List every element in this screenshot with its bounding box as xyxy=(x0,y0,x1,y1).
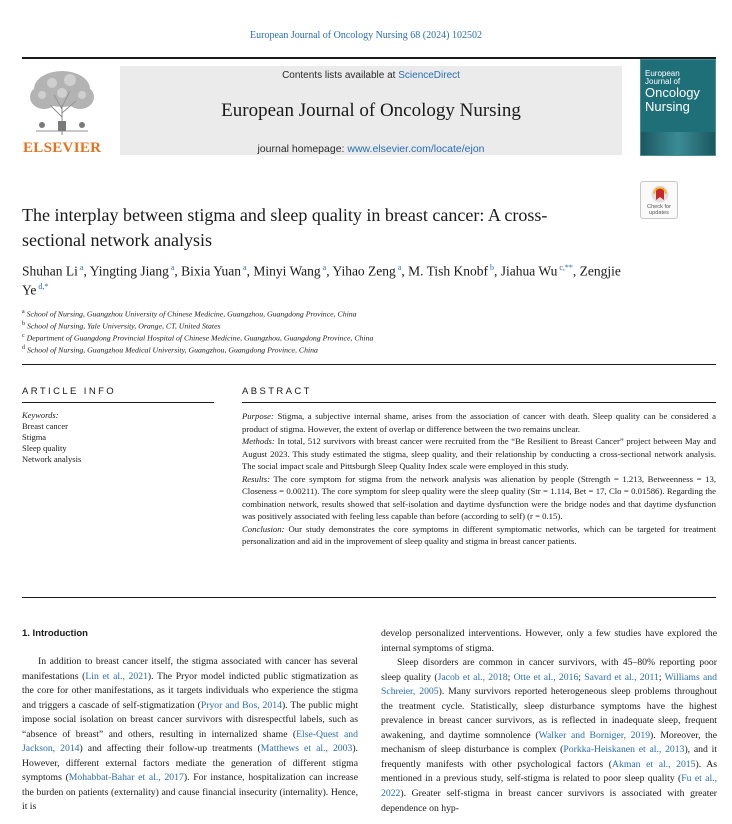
body-text: ). However, different external factors mediate the generation of different stigma symptoms ( xyxy=(22,743,358,784)
abstract-purpose xyxy=(242,410,716,435)
keywords-block xyxy=(22,410,212,465)
author-affiliation-mark[interactable]: a xyxy=(241,263,247,272)
sciencedirect-link[interactable]: ScienceDirect xyxy=(398,70,460,81)
citation-link[interactable]: Else-Quest and Jackson, 2014 xyxy=(22,728,358,755)
body-text: ) and affecting their follow-up treatments ( xyxy=(79,743,261,755)
conclusion-text: Our study demonstrates the core symptoms in different symptomatic networks, which can be targeted for treatment personalization and aid in the improvement of sleep quality and stigma in breast cancer patients. xyxy=(242,523,716,547)
author-separator: , xyxy=(494,263,501,279)
author-name[interactable]: Yingting Jiang xyxy=(89,263,169,279)
introduction-heading: 1. Introduction xyxy=(22,628,88,639)
body-text: In addition to breast cancer itself, the stigma associated with cancer has several manifestations ( xyxy=(22,656,358,682)
keyword-item: Network analysis xyxy=(22,454,82,465)
citation-link[interactable]: Lin et al., 2021 xyxy=(85,670,148,682)
body-text: ; xyxy=(507,671,514,683)
author-separator: , xyxy=(246,263,254,279)
citation-link[interactable]: Matthews et al., 2003 xyxy=(260,743,353,755)
body-text: ). Greater self-stigma in breast cancer survivors is associated with greater dependence on hyp- xyxy=(381,788,717,814)
body-text: ). The public might impose social isolation on breast cancer survivors with disrespectful labels, such as “absence of breast” and others, resulting in internalized shame ( xyxy=(22,699,359,740)
author-affiliation-mark[interactable]: b xyxy=(488,263,495,272)
check-updates-line-1: Check for xyxy=(647,204,671,210)
author-name[interactable]: Zengjie Ye xyxy=(22,263,621,298)
keyword-list xyxy=(22,421,212,465)
author-name[interactable]: Minyi Wang xyxy=(253,263,321,279)
keyword-item: Sleep quality xyxy=(22,443,67,454)
introduction-left-column xyxy=(22,655,358,815)
affiliation-list xyxy=(22,308,622,357)
author-separator: , xyxy=(326,263,333,279)
author-name[interactable]: Jiahua Wu xyxy=(500,263,558,279)
results-text: The core symptom for stigma from the network analysis was alienation by people (Strength = 1.213, Betweenness = 13, Closeness = 0.00211). The core symptom for sleep quality were the sleep quality (Str = 1.114, Bet = 17, Clo = 0.01586). Regarding the combination network, results showed that self-isolation and daytime dysfunction were the bridge nodes and that daytime dysfunction was positively associated with feeling less capable than before (according to self) (r = 0.15). xyxy=(242,473,716,522)
divider-abstract xyxy=(242,402,716,403)
journal-title: European Journal of Oncology Nursing xyxy=(221,100,521,121)
author-separator: , xyxy=(401,263,409,279)
author-affiliation-mark[interactable]: c,** xyxy=(557,263,573,272)
affiliation-mark: d xyxy=(22,345,25,352)
abstract-results xyxy=(242,473,716,523)
affiliation-item xyxy=(22,308,622,320)
contents-line xyxy=(120,70,622,81)
author-affiliation-mark[interactable]: a xyxy=(168,263,175,272)
affiliation-text: School of Nursing, Guangzhou Medical University, Guangzhou, Guangdong Province, China xyxy=(25,345,318,355)
body-text: ). The Pryor model indicted public stigmatization as the core for other manifestations, as it targets individuals who experience the stigma and triggers a cascade of self-stigmatization ( xyxy=(22,670,358,711)
body-text: ). As mentioned in a previous study, self-stigma is related to poor sleep quality ( xyxy=(381,758,717,785)
divider-bottom xyxy=(22,597,716,598)
keyword-item: Breast cancer xyxy=(22,421,69,432)
purpose-text: Stigma, a subjective internal shame, arises from the association of cancer with death. Sleep quality can be considered a product of stigma. However, the extent of overlap or difference between the two remains unclear. xyxy=(242,411,716,434)
body-text: ), and it frequently manifests with other psychological factors ( xyxy=(381,744,717,770)
methods-text: In total, 512 survivors with breast cancer were recruited from the “Be Resilient to Breast Cancer” project between May and August 2023. This study estimated the stigma, sleep quality, and their relationship by conducting a cross-sectional network analysis. The social impact scale and Pittsburgh Sleep Quality Index scale were employed in this study. xyxy=(242,436,716,472)
contents-prefix: Contents lists available at xyxy=(282,70,399,81)
check-for-updates-button[interactable] xyxy=(640,181,678,219)
author-name[interactable]: Shuhan Li xyxy=(22,263,78,279)
citation-link[interactable]: Mohabbat-Bahar et al., 2017 xyxy=(68,772,184,784)
body-text: ). For instance, hospitalization can increase the burden on patients (externality) and cause financial insecurity (internality). Hence, it is xyxy=(22,772,358,813)
homepage-prefix: journal homepage: xyxy=(257,143,348,155)
body-text: ). Moreover, the mechanism of sleep disturbance is complex ( xyxy=(381,729,718,756)
author-name[interactable]: Yihao Zeng xyxy=(332,263,396,279)
abstract-body xyxy=(242,410,716,548)
citation-link[interactable]: Walker and Borniger, 2019 xyxy=(538,729,651,741)
masthead-center xyxy=(120,66,622,155)
body-text: ; xyxy=(578,671,585,683)
cover-line-3: Oncology xyxy=(645,85,700,101)
author-affiliation-mark[interactable]: d,* xyxy=(36,282,49,292)
affiliation-mark: a xyxy=(22,309,25,315)
intro-right-paragraph-1: develop personalized interventions. However, only a few studies have explored the internal symptoms of stigma. xyxy=(381,628,717,654)
methods-label: Methods: xyxy=(242,436,275,447)
journal-homepage-link[interactable]: www.elsevier.com/locate/ejon xyxy=(347,143,485,155)
author-affiliation-mark[interactable]: a xyxy=(77,263,84,272)
author-separator: , xyxy=(83,263,90,279)
author-affiliation-mark[interactable]: a xyxy=(320,263,327,272)
cover-line-1: European xyxy=(645,69,680,78)
citation-link[interactable]: Otte et al., 2016 xyxy=(513,671,579,683)
affiliation-text: School of Nursing, Guangzhou University of Chinese Medicine, Guangzhou, Guangdong Province, China xyxy=(24,309,357,319)
abstract-conclusion xyxy=(242,523,716,548)
author-affiliation-mark[interactable]: a xyxy=(395,263,402,272)
paper-title: The interplay between stigma and sleep quality in breast cancer: A cross-sectional network analysis xyxy=(22,205,548,251)
affiliation-item xyxy=(22,332,622,344)
affiliation-text: School of Nursing, Yale University, Orange, CT, United States xyxy=(25,321,221,331)
homepage-line xyxy=(120,143,622,155)
affiliation-mark: b xyxy=(22,321,25,328)
check-updates-label xyxy=(641,205,677,217)
abstract-heading: ABSTRACT xyxy=(242,386,312,397)
elsevier-tree-icon xyxy=(22,65,104,137)
body-text: ; xyxy=(658,671,665,683)
author-name[interactable]: Bixia Yuan xyxy=(181,263,242,279)
bookmark-ribbon-icon xyxy=(651,185,669,203)
citation-link[interactable]: Akman et al., 2015 xyxy=(612,758,696,770)
affiliation-item xyxy=(22,344,622,356)
intro-right-paragraph-2 xyxy=(381,656,717,816)
keyword-item: Stigma xyxy=(22,432,47,443)
citation-link[interactable]: Williams and Schreier, 2005 xyxy=(381,671,717,698)
divider-info xyxy=(22,402,214,403)
journal-masthead xyxy=(22,57,716,157)
cover-title xyxy=(645,70,716,113)
conclusion-label: Conclusion: xyxy=(242,523,285,534)
citation-link[interactable]: Pryor and Bos, 2014 xyxy=(200,699,282,711)
purpose-label: Purpose: xyxy=(242,411,274,421)
introduction-right-column xyxy=(381,627,717,816)
citation-link[interactable]: Fu et al., 2022 xyxy=(381,773,718,800)
article-info-heading: ARTICLE INFO xyxy=(22,386,117,397)
author-list xyxy=(22,262,622,301)
author-separator: , xyxy=(572,263,580,279)
affiliation-mark: c xyxy=(22,333,25,340)
body-text: ). Many survivors reported heterogeneous sleep problems throughout the treatment cycle. Statistically, sleep disturbance symptoms have the highest prevalence in breast cancer survivors, as is reflected in inadequate sleep, frequent awakening, and daytime somnolence ( xyxy=(381,686,717,741)
citation-link[interactable]: Porkka-Heiskanen et al., 2013 xyxy=(563,744,685,756)
citation-link[interactable]: Jacob et al., 2018 xyxy=(437,671,508,683)
body-text: Sleep disorders are common in cancer survivors, with 45–80% reporting poor sleep quality ( xyxy=(381,657,717,683)
keywords-label: Keywords: xyxy=(22,410,59,420)
author-name[interactable]: M. Tish Knobf xyxy=(408,263,489,279)
abstract-methods xyxy=(242,435,716,473)
check-updates-line-2: updates xyxy=(649,209,669,216)
results-label: Results: xyxy=(242,473,270,484)
affiliation-text: Department of Guangdong Provincial Hospital of Chinese Medicine, Guangzhou, Guangdong Province, China xyxy=(24,333,374,343)
cover-line-2: Journal of xyxy=(645,77,681,87)
elsevier-logo[interactable] xyxy=(22,65,104,157)
affiliation-item xyxy=(22,320,622,332)
divider-top xyxy=(22,364,716,365)
cover-line-4: Nursing xyxy=(645,98,690,114)
author-separator: , xyxy=(174,263,182,279)
journal-citation[interactable]: European Journal of Oncology Nursing 68 (2024) 102502 xyxy=(250,30,482,41)
publisher-name: ELSEVIER xyxy=(23,140,102,156)
journal-cover[interactable] xyxy=(640,59,716,156)
citation-link[interactable]: Savard et al., 2011 xyxy=(584,671,659,683)
cover-image-band xyxy=(641,132,715,156)
